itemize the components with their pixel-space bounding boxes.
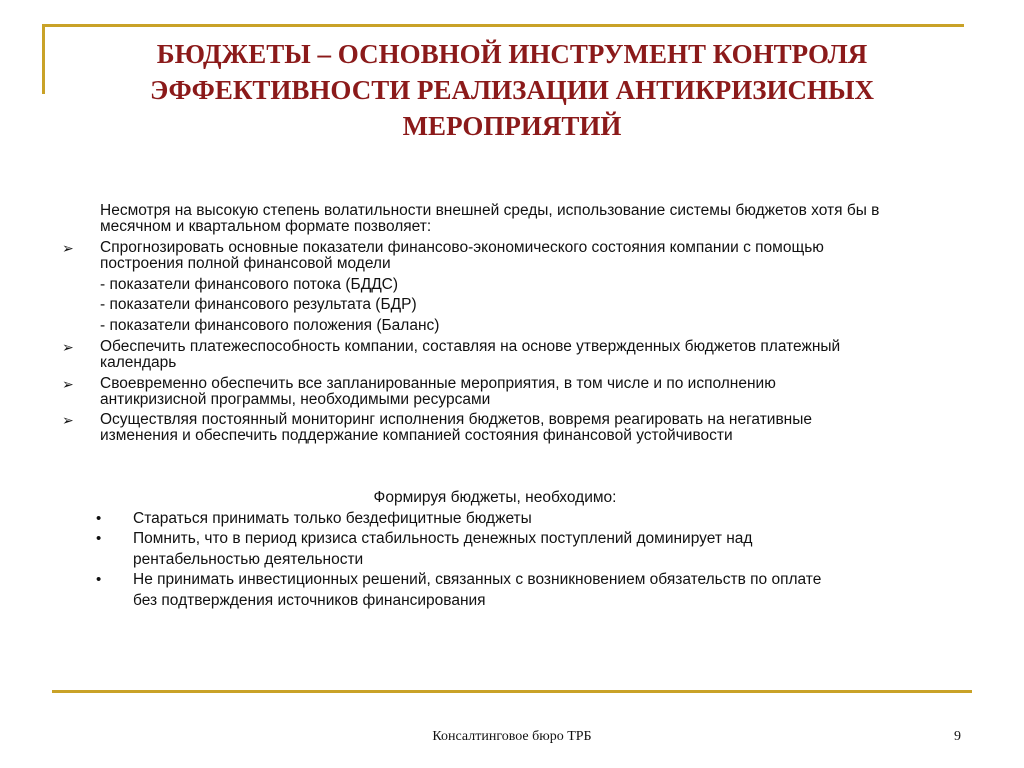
slide-title [60,36,964,144]
list-item-1-line-1: Спрогнозировать основные показатели финансово-экономического состояния компании с помощью [100,239,824,256]
bullet-dot-icon: • [96,530,102,547]
arrow-bullet-icon: ➢ [62,240,74,256]
list-item-4-line-2: изменения и обеспечить поддержание компанией состояния финансовой устойчивости [100,427,733,444]
list-item-4-line-1: Осуществляя постоянный мониторинг исполнения бюджетов, вовремя реагировать на негативные [100,411,813,428]
title-line-1: БЮДЖЕТЫ – ОСНОВНОЙ ИНСТРУМЕНТ КОНТРОЛЯ [156,39,868,69]
sub-item-3: - показатели финансового положения (Баланс) [100,317,440,334]
intro-line-1: Несмотря на высокую степень волатильности внешней среды, использование системы бюджетов хотя бы в [100,202,880,219]
arrow-bullet-icon: ➢ [62,339,74,355]
bullet-item-2-line-2: рентабельностью деятельности [133,551,364,568]
sub-item-2: - показатели финансового результата (БДР) [100,296,417,313]
arrow-bullet-icon: ➢ [62,376,74,392]
bullet-dot-icon: • [96,571,102,588]
intro-line-2: месячном и квартальном формате позволяет: [100,218,432,235]
bullet-dot-icon: • [96,510,102,527]
bullet-item-2-line-1: Помнить, что в период кризиса стабильность денежных поступлений доминирует над [133,530,753,547]
arrow-bullet-icon: ➢ [62,412,74,428]
page-number: 9 [954,729,961,744]
bullet-item-3-line-1: Не принимать инвестиционных решений, связанных с возникновением обязательств по оплате [133,571,822,588]
frame-top-rule [42,24,964,27]
list-item-3-line-2: антикризисной программы, необходимыми ресурсами [100,391,491,408]
list-item-2-line-2: календарь [100,354,177,371]
list-item-2-line-1: Обеспечить платежеспособность компании, составляя на основе утвержденных бюджетов платежный [100,338,841,355]
list-item-1-line-2: построения полной финансовой модели [100,255,391,272]
section-heading: Формируя бюджеты, необходимо: [373,489,617,506]
footer-company: Консалтинговое бюро ТРБ [432,729,592,744]
footer-rule [52,690,972,693]
list-item-3-line-1: Своевременно обеспечить все запланированные мероприятия, в том числе и по исполнению [100,375,776,392]
frame-left-rule [42,24,45,94]
bullet-item-1-line-1: Стараться принимать только бездефицитные бюджеты [133,510,532,527]
sub-item-1: - показатели финансового потока (БДДС) [100,276,399,293]
title-line-2: ЭФФЕКТИВНОСТИ РЕАЛИЗАЦИИ АНТИКРИЗИСНЫХ [150,75,874,105]
bullet-item-3-line-2: без подтверждения источников финансирования [133,592,486,609]
title-line-3: МЕРОПРИЯТИЙ [402,111,622,141]
